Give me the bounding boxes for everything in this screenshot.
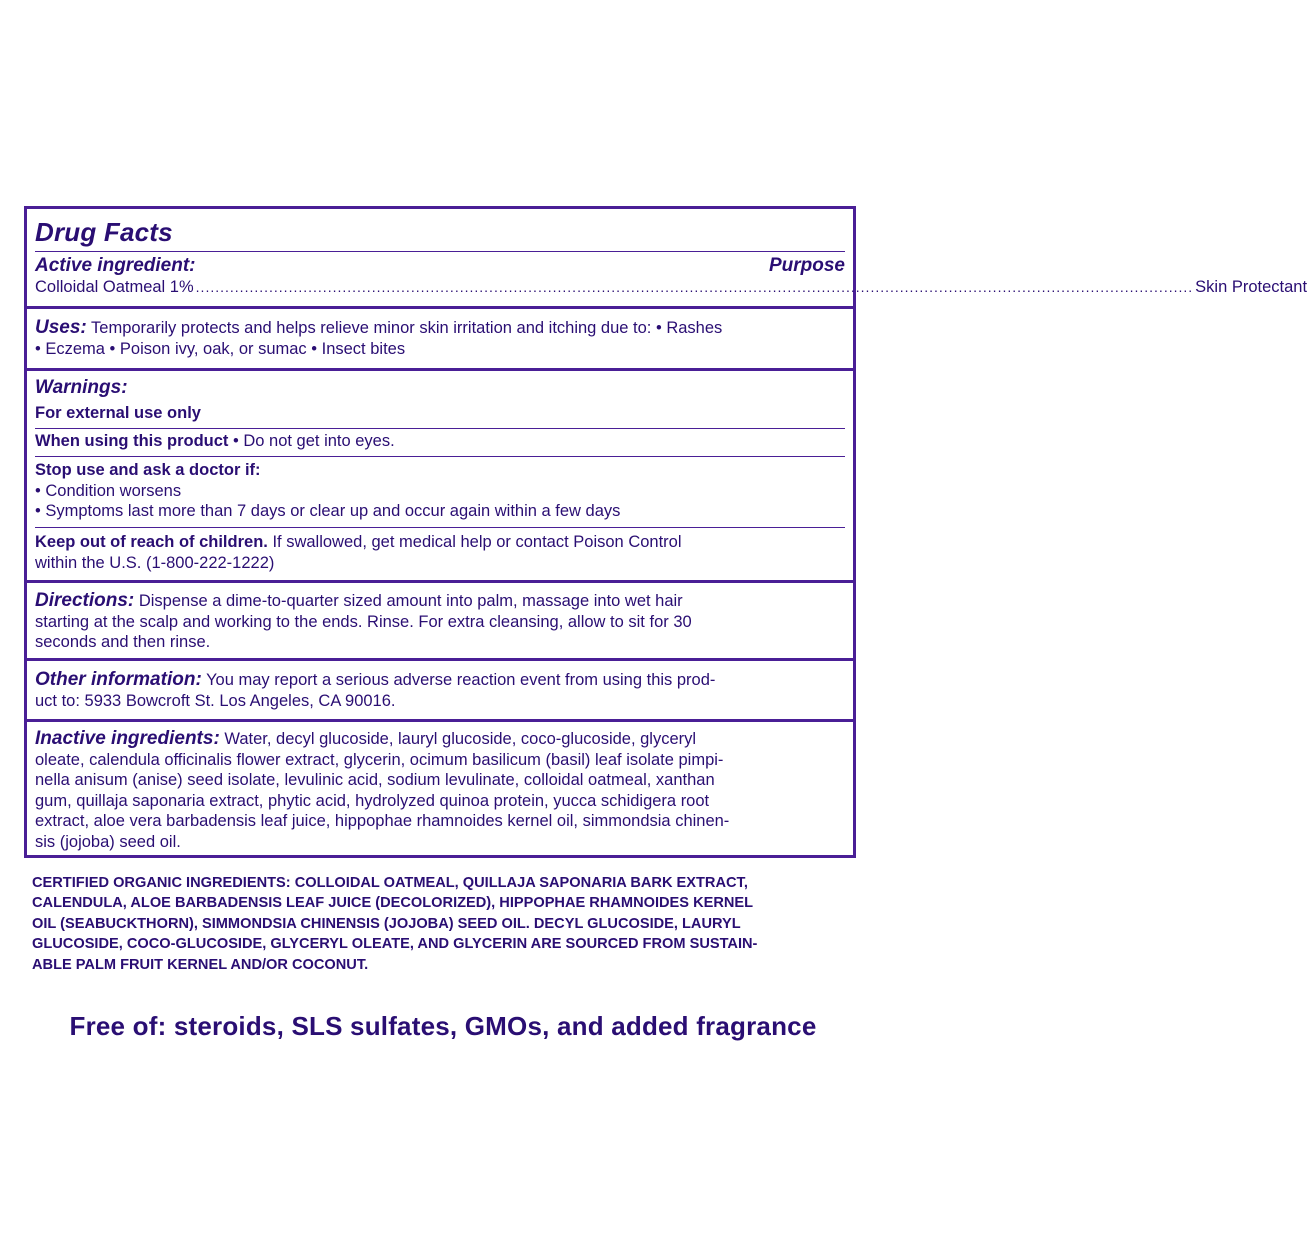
- when-using-text: • Do not get into eyes.: [228, 432, 395, 450]
- stop-use-section: [35, 460, 845, 522]
- directions-text: Dispense a dime-to-quarter sized amount into palm, massage into wet hair: [134, 592, 683, 610]
- certified-text: CALENDULA, ALOE BARBADENSIS LEAF JUICE (DECOLORIZED), HIPPOPHAE RHAMNOIDES KERNEL: [32, 895, 754, 912]
- section-divider: [27, 580, 853, 583]
- inactive-text: extract, aloe vera barbadensis leaf juice, hippophae rhamnoides kernel oil, simmondsia chinen-: [35, 812, 730, 830]
- certified-text: OIL (SEABUCKTHORN), SIMMONDSIA CHINENSIS (JOJOBA) SEED OIL. DECYL GLUCOSIDE, LAURYL: [32, 915, 741, 932]
- inactive-text: Water, decyl glucoside, lauryl glucoside, coco-glucoside, glyceryl: [219, 730, 697, 748]
- certified-text: COLLOIDAL OATMEAL, QUILLAJA SAPONARIA BARK EXTRACT,: [290, 875, 748, 891]
- stop-use-label: Stop use and ask a doctor if:: [35, 461, 261, 479]
- when-using-section: [35, 431, 845, 452]
- free-of-statement: Free of: steroids, SLS sulfates, GMOs, and added fragrance: [69, 1011, 817, 1041]
- directions-text: starting at the scalp and working to the ends. Rinse. For extra cleansing, allow to sit for 30: [35, 612, 692, 631]
- uses-heading: Uses:: [35, 317, 87, 338]
- uses-text: • Eczema • Poison ivy, oak, or sumac • Insect bites: [35, 339, 406, 358]
- external-use-text: For external use only: [35, 404, 201, 422]
- inactive-ingredients-heading: Inactive ingredients:: [35, 728, 220, 749]
- section-divider: [27, 658, 853, 661]
- leader-dots: ............................................................................................................................................................................................................: [195, 279, 1194, 295]
- divider: [35, 527, 845, 528]
- divider: [35, 251, 845, 252]
- warnings-heading: Warnings:: [35, 377, 128, 398]
- keep-out-text: If swallowed, get medical help or contact Poison Control: [267, 533, 682, 551]
- divider: [35, 456, 845, 457]
- stop-use-item: • Symptoms last more than 7 days or clear up and occur again within a few days: [35, 502, 621, 520]
- active-ingredient-section: [35, 255, 1307, 298]
- certified-label: CERTIFIED ORGANIC INGREDIENTS:: [32, 875, 291, 891]
- purpose-heading: Purpose: [768, 255, 845, 276]
- other-info-text: uct to: 5933 Bowcroft St. Los Angeles, CA 90016.: [35, 691, 396, 710]
- other-info-heading: Other information:: [35, 669, 202, 690]
- when-using-label: When using this product: [35, 432, 229, 450]
- active-ingredient-name: Colloidal Oatmeal 1%: [35, 278, 194, 296]
- stop-use-item: • Condition worsens: [35, 481, 182, 500]
- drug-facts-title: Drug Facts: [35, 217, 173, 247]
- other-info-text: You may report a serious adverse reaction event from using this prod-: [201, 671, 716, 689]
- keep-out-label: Keep out of reach of children.: [35, 533, 268, 551]
- certified-text: ABLE PALM FRUIT KERNEL AND/OR COCONUT.: [32, 956, 369, 973]
- section-divider: [27, 368, 853, 371]
- section-divider: [27, 306, 853, 309]
- keep-out-text: within the U.S. (1-800-222-1222): [35, 553, 275, 572]
- inactive-text: nella anisum (anise) seed isolate, levulinic acid, sodium levulinate, colloidal oatmeal, xanthan: [35, 771, 715, 789]
- other-info-section: [35, 669, 845, 711]
- directions-section: [35, 590, 845, 653]
- section-divider: [27, 719, 853, 722]
- inactive-text: sis (jojoba) seed oil.: [35, 832, 181, 851]
- directions-text: seconds and then rinse.: [35, 633, 211, 651]
- directions-heading: Directions:: [35, 590, 135, 611]
- drug-facts-panel: [24, 206, 1307, 858]
- inactive-text: oleate, calendula officinalis flower extract, glycerin, ocimum basilicum (basil) leaf isolate pimpi-: [35, 750, 724, 769]
- divider: [35, 428, 845, 429]
- purpose-value: Skin Protectant: [1195, 278, 1307, 296]
- uses-section: [35, 317, 845, 359]
- warnings-section: [35, 377, 845, 424]
- inactive-text: gum, quillaja saponaria extract, phytic acid, hydrolyzed quinoa protein, yucca schidigera root: [35, 791, 710, 810]
- active-ingredient-heading: Active ingredient:: [35, 255, 196, 276]
- inactive-ingredients-section: [35, 728, 845, 852]
- keep-out-section: [35, 532, 845, 573]
- uses-text: Temporarily protects and helps relieve minor skin irritation and itching due to: • Rashes: [86, 319, 723, 337]
- certified-organic-block: [32, 873, 860, 975]
- certified-text: GLUCOSIDE, COCO-GLUCOSIDE, GLYCERYL OLEATE, AND GLYCERIN ARE SOURCED FROM SUSTAIN-: [32, 936, 758, 953]
